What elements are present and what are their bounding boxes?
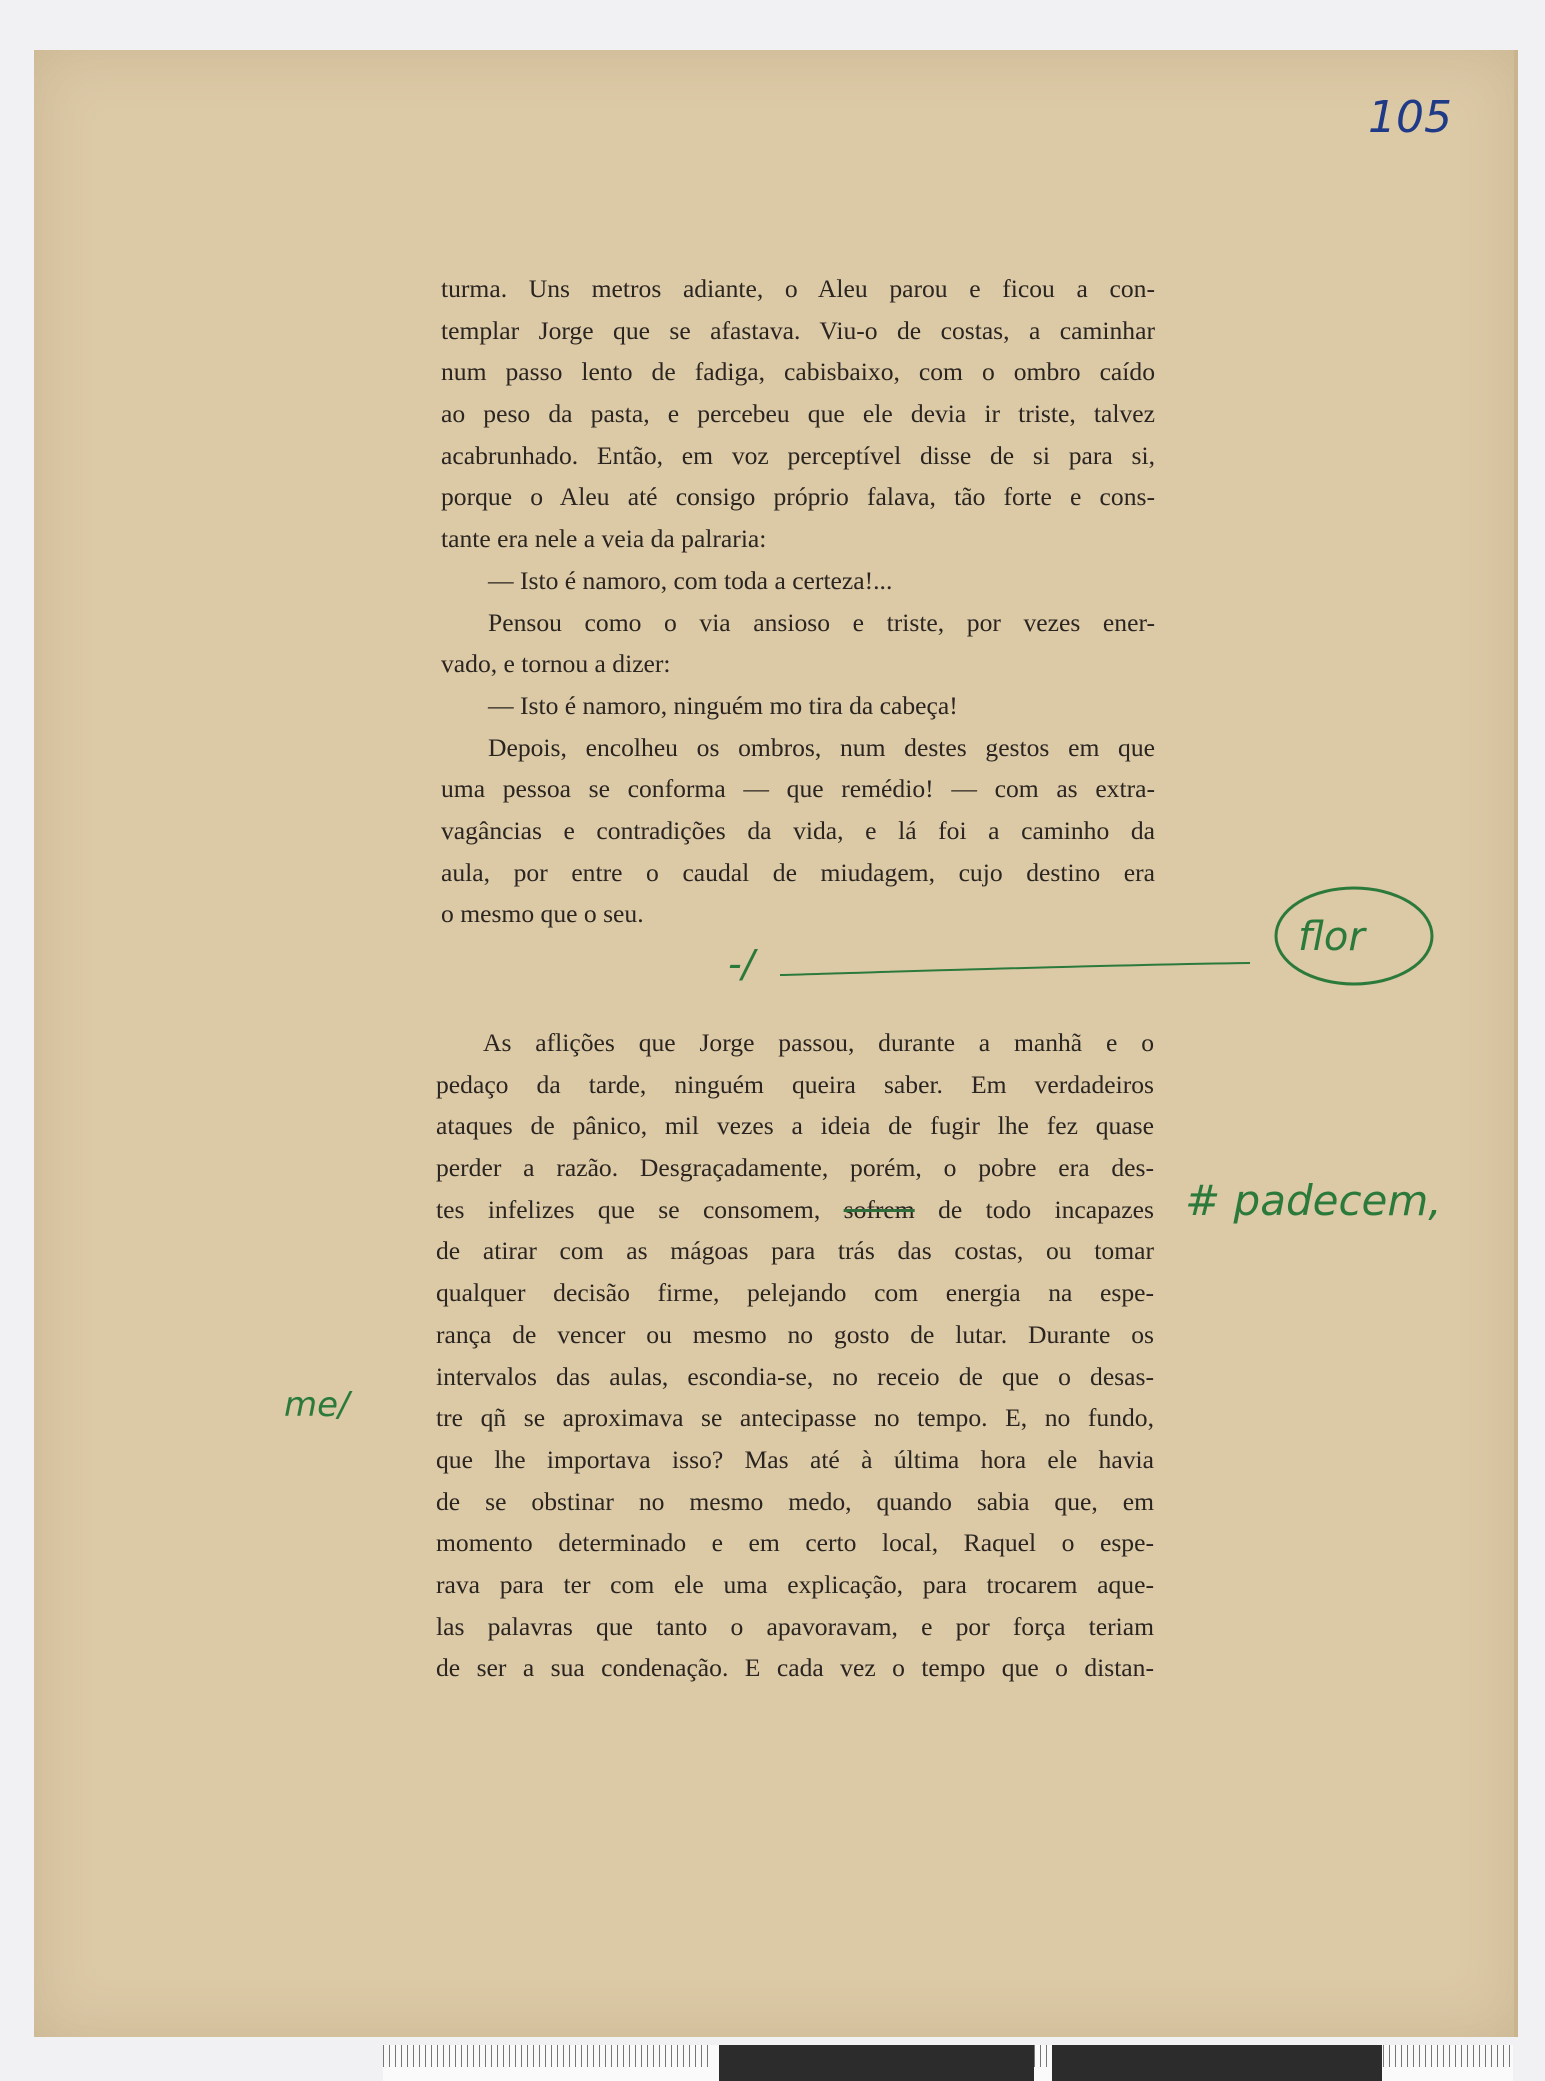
- text-line: de ser a sua condenação. E cada vez o tempo que o distan-: [436, 1653, 1154, 1683]
- text-line: vado, e tornou a dizer:: [441, 649, 671, 679]
- struck-line-after: de todo incapazes: [938, 1194, 1154, 1224]
- text-line: intervalos das aulas, escondia-se, no receio de que o desas-: [436, 1361, 1154, 1391]
- scale-ruler: [383, 2045, 1513, 2081]
- text-line: porque o Aleu até consigo próprio falava, tão forte e cons-: [441, 482, 1155, 512]
- text-line: uma pessoa se conforma — que remédio! — com as extra-: [441, 774, 1155, 804]
- text-line: qualquer decisão firme, pelejando com energia na espe-: [436, 1278, 1154, 1308]
- ruler-black-block: [1052, 2045, 1382, 2081]
- struck-line-before: tes infelizes que se consomem,: [436, 1194, 821, 1224]
- text-line: las palavras que tanto o apavoravam, e por força teriam: [436, 1611, 1154, 1641]
- text-line: tante era nele a veia da palraria:: [441, 524, 767, 554]
- padecem-annotation: # padecem,: [1185, 1176, 1442, 1225]
- text-line: acabrunhado. Então, em voz perceptível disse de si para si,: [441, 440, 1155, 470]
- text-line: vagâncias e contradições da vida, e lá foi a caminho da: [441, 815, 1155, 845]
- text-line: que lhe importava isso? Mas até à última hora ele havia: [436, 1444, 1154, 1474]
- page-edge: [1514, 50, 1518, 2037]
- text-line: rança de vencer ou mesmo no gosto de lutar. Durante os: [436, 1319, 1154, 1349]
- section-break-line: [780, 963, 1250, 975]
- text-line: turma. Uns metros adiante, o Aleu parou e ficou a con-: [441, 274, 1155, 303]
- text-line: As aflições que Jorge passou, durante a manhã e o: [483, 1028, 1154, 1057]
- text-line: — Isto é namoro, ninguém mo tira da cabeça!: [488, 690, 958, 720]
- text-line: Pensou como o via ansioso e triste, por vezes ener-: [488, 607, 1155, 637]
- text-line: de se obstinar no mesmo medo, quando sabia que, em: [436, 1486, 1154, 1516]
- text-line: rava para ter com ele uma explicação, para trocarem aque-: [436, 1569, 1154, 1599]
- text-line: num passo lento de fadiga, cabisbaixo, com o ombro caído: [441, 357, 1155, 387]
- ruler-black-block: [719, 2045, 1034, 2081]
- text-line: ao peso da pasta, e percebeu que ele devia ir triste, talvez: [441, 399, 1155, 429]
- section-break-mark: [720, 935, 1260, 995]
- flor-annotation: [1270, 882, 1440, 992]
- text-line: perder a razão. Desgraçadamente, porém, o pobre era des-: [436, 1153, 1154, 1183]
- text-line: templar Jorge que se afastava. Viu-o de costas, a caminhar: [441, 315, 1155, 345]
- text-line: ataques de pânico, mil vezes a ideia de fugir lhe fez quase: [436, 1111, 1154, 1141]
- text-line: momento determinado e em certo local, Raquel o espe-: [436, 1528, 1154, 1558]
- section-mark-text: -/: [728, 942, 755, 986]
- text-line: pedaço da tarde, ninguém queira saber. Em verdadeiros: [436, 1069, 1154, 1099]
- ruler-ticks: [383, 2045, 713, 2067]
- text-line: de atirar com as mágoas para trás das costas, ou tomar: [436, 1236, 1154, 1266]
- text-line-struck: [436, 1189, 1154, 1231]
- struck-word: sofrem: [843, 1194, 915, 1224]
- me-annotation: me/: [284, 1385, 350, 1425]
- text-line: Depois, encolheu os ombros, num destes gestos em que: [488, 732, 1155, 762]
- text-line: aula, por entre o caudal de miudagem, cujo destino era: [441, 857, 1155, 887]
- flor-text: flor: [1298, 914, 1365, 960]
- text-paragraph-2: [436, 1022, 1154, 1689]
- ruler-ticks: [1383, 2045, 1513, 2067]
- text-line: tre qñ se aproximava se antecipasse no tempo. E, no fundo,: [436, 1403, 1154, 1433]
- text-line: — Isto é namoro, com toda a certeza!...: [488, 565, 893, 595]
- page-number: 105: [1368, 92, 1452, 143]
- text-paragraph-1: [441, 268, 1155, 935]
- text-line: o mesmo que o seu.: [441, 899, 644, 929]
